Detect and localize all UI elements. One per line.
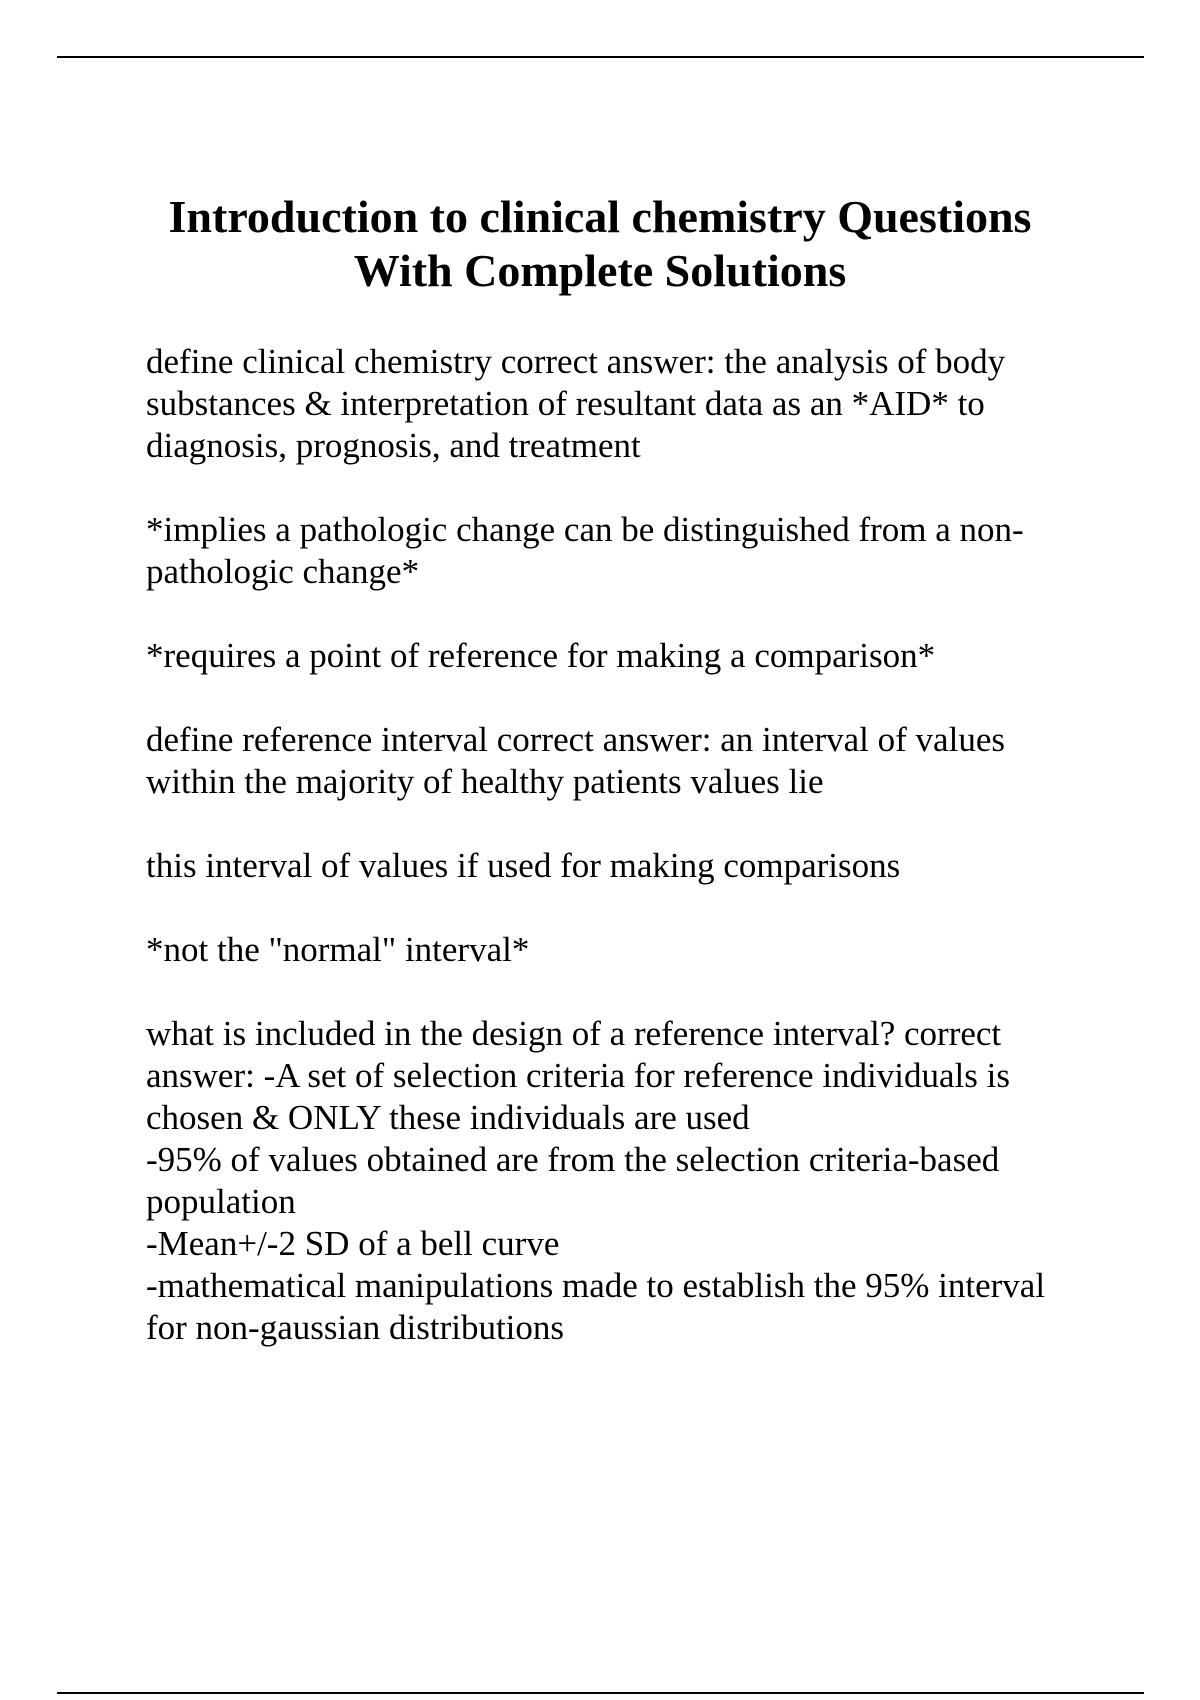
text-line: -Mean+/-2 SD of a bell curve — [146, 1224, 560, 1263]
text-line: define reference interval correct answer: an interval of values — [146, 720, 1005, 759]
text-line: pathologic change* — [146, 552, 420, 591]
text-line: chosen & ONLY these individuals are used — [146, 1098, 750, 1137]
document-body — [146, 341, 1106, 1391]
text-line: substances & interpretation of resultant data as an *AID* to — [146, 384, 985, 423]
paragraph-not-normal-interval — [146, 929, 1106, 971]
text-line: define clinical chemistry correct answer: the analysis of body — [146, 342, 1006, 381]
text-line: *implies a pathologic change can be distinguished from a non- — [146, 510, 1024, 549]
text-line: -mathematical manipulations made to establish the 95% interval — [146, 1266, 1046, 1305]
paragraph-reference-interval-definition — [146, 719, 1106, 803]
text-line: *requires a point of reference for making a comparison* — [146, 636, 936, 675]
text-line: -95% of values obtained are from the selection criteria-based — [146, 1140, 1000, 1179]
text-line: for non-gaussian distributions — [146, 1308, 565, 1347]
text-line: *not the "normal" interval* — [146, 930, 530, 969]
text-line: this interval of values if used for making comparisons — [146, 846, 901, 885]
text-line: what is included in the design of a reference interval? correct — [146, 1014, 1002, 1053]
document-title — [60, 190, 1140, 298]
text-line: population — [146, 1182, 296, 1221]
paragraph-interval-comparisons — [146, 845, 1106, 887]
top-divider — [57, 56, 1144, 58]
title-line: Introduction to clinical chemistry Questions — [168, 191, 1032, 242]
paragraph-reference-interval-design — [146, 1013, 1106, 1349]
text-line: within the majority of healthy patients values lie — [146, 762, 824, 801]
paragraph-point-of-reference — [146, 635, 1106, 677]
title-line: With Complete Solutions — [353, 245, 847, 296]
bottom-divider — [57, 1692, 1144, 1694]
text-line: answer: -A set of selection criteria for reference individuals is — [146, 1056, 1010, 1095]
paragraph-pathologic-change — [146, 509, 1106, 593]
text-line: diagnosis, prognosis, and treatment — [146, 426, 641, 465]
paragraph-clinical-chemistry-definition — [146, 341, 1106, 467]
